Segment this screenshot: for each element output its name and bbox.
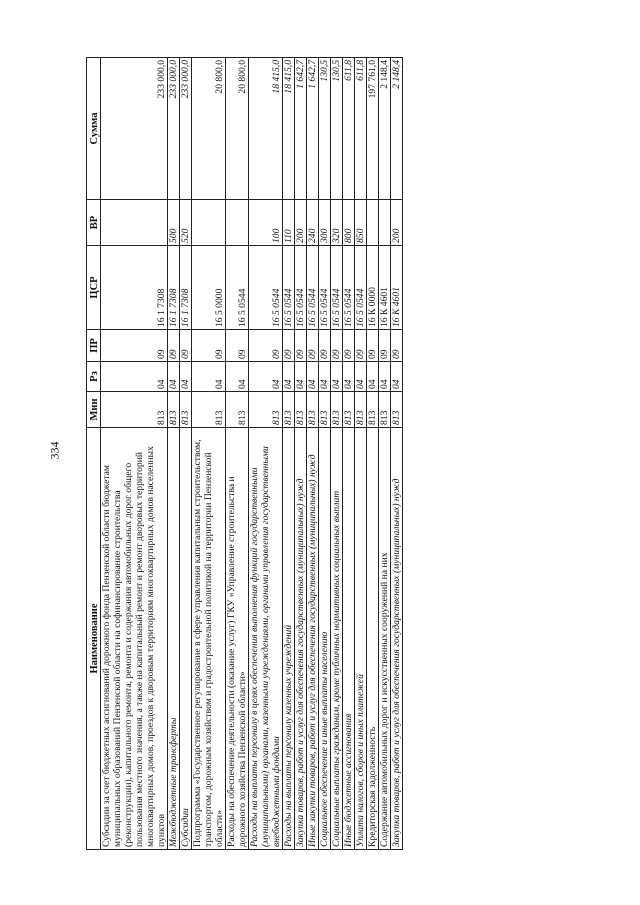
cell-min: 813 (379, 392, 391, 428)
cell-min: 813 (283, 392, 295, 428)
cell-min: 813 (331, 392, 343, 428)
cell-pr: 09 (355, 330, 367, 362)
cell-csr: 16 5 0544 (319, 246, 331, 330)
cell-rz: 04 (249, 362, 283, 392)
cell-sum: 18 415,0 (283, 58, 295, 200)
cell-min: 813 (226, 392, 249, 428)
cell-rz: 04 (168, 362, 180, 392)
table-row (355, 58, 367, 850)
cell-rz: 04 (343, 362, 355, 392)
cell-vr: 200 (295, 200, 307, 246)
header-min: Мин (87, 392, 101, 428)
cell-pr: 09 (379, 330, 391, 362)
cell-vr: 800 (343, 200, 355, 246)
table-row (319, 58, 331, 850)
cell-csr: 16 5 0544 (226, 246, 249, 330)
cell-name: Закупка товаров, работ и услуг для обеспечения государственных (муниципальных) нужд (295, 428, 307, 850)
cell-name: Иные закупки товаров, работ и услуг для обеспечения государственных (муниципальных) нужд (307, 428, 319, 850)
cell-pr: 09 (319, 330, 331, 362)
cell-csr: 16 5 0544 (295, 246, 307, 330)
cell-name: Расходы на выплаты персоналу в целях обеспечения выполнения функций государственными (муниципальными) органами, казенными учреждениями, органами управления государственными внебюджетными фондами (249, 428, 283, 850)
cell-sum: 2 148,4 (391, 58, 403, 200)
cell-pr: 09 (180, 330, 192, 362)
cell-csr: 16 5 0544 (355, 246, 367, 330)
cell-rz: 04 (355, 362, 367, 392)
cell-pr: 09 (101, 330, 168, 362)
cell-pr: 09 (249, 330, 283, 362)
table-row (391, 58, 403, 850)
table-row (192, 58, 226, 850)
table-row (168, 58, 180, 850)
cell-name: Социальные выплаты гражданам, кроме публичных нормативных социальных выплат (331, 428, 343, 850)
cell-pr: 09 (226, 330, 249, 362)
cell-pr: 09 (192, 330, 226, 362)
cell-sum: 611,8 (355, 58, 367, 200)
cell-vr: 320 (331, 200, 343, 246)
header-name: Наименование (87, 428, 101, 850)
cell-sum: 233 000,0 (180, 58, 192, 200)
rotated-table-container (86, 58, 601, 850)
cell-sum: 1 642,7 (295, 58, 307, 200)
cell-name: Подпрограмма «Государственное регулирование в сфере управления капитальным строительством, транспортом, дорожным хозяйством и градостроительной политикой на территории Пензенской области» (192, 428, 226, 850)
cell-sum: 233 000,0 (168, 58, 180, 200)
cell-csr: 16 5 0544 (331, 246, 343, 330)
cell-vr: 110 (283, 200, 295, 246)
cell-name: Кредиторская задолженность (367, 428, 379, 850)
cell-vr (379, 200, 391, 246)
cell-min: 813 (192, 392, 226, 428)
cell-sum: 2 148,4 (379, 58, 391, 200)
cell-name: Субсидии за счет бюджетных ассигнований дорожного фонда Пензенской области бюджетам муниципальных образований Пензенской области на софинансирование строительства (реконструкции), капитального ремонта, ремонта и содержания автомобильных дорог общего пользования местного значения, а также на капитальный ремонт и ремонт дворовых территорий многоквартирных домов, проездов к дворовым территориям многоквартирных домов населенных пунктов (101, 428, 168, 850)
cell-vr (367, 200, 379, 246)
page-number: 334 (47, 441, 62, 460)
cell-name: Расходы на обеспечение деятельности (оказание услуг) ГКУ «Управление строительства и дорожного хозяйства Пензенской области» (226, 428, 249, 850)
cell-vr (101, 200, 168, 246)
cell-vr: 100 (249, 200, 283, 246)
cell-rz: 04 (192, 362, 226, 392)
cell-sum: 130,5 (319, 58, 331, 200)
cell-csr: 16 5 0000 (192, 246, 226, 330)
cell-rz: 04 (226, 362, 249, 392)
cell-rz: 04 (367, 362, 379, 392)
cell-rz: 04 (379, 362, 391, 392)
cell-pr: 09 (295, 330, 307, 362)
cell-min: 813 (391, 392, 403, 428)
cell-name: Социальное обеспечение и иные выплаты населению (319, 428, 331, 850)
table-row (249, 58, 283, 850)
table-row (331, 58, 343, 850)
cell-sum: 20 800,0 (226, 58, 249, 200)
cell-rz: 04 (319, 362, 331, 392)
table-row (226, 58, 249, 850)
table-row (367, 58, 379, 850)
cell-min: 813 (343, 392, 355, 428)
cell-vr: 300 (319, 200, 331, 246)
table-row (379, 58, 391, 850)
cell-rz: 04 (307, 362, 319, 392)
cell-pr: 09 (367, 330, 379, 362)
table-row (307, 58, 319, 850)
cell-pr: 09 (168, 330, 180, 362)
cell-name: Закупка товаров, работ и услуг для обеспечения государственных (муниципальных) нужд (391, 428, 403, 850)
cell-pr: 09 (343, 330, 355, 362)
cell-pr: 09 (391, 330, 403, 362)
cell-vr: 850 (355, 200, 367, 246)
cell-sum: 20 800,0 (192, 58, 226, 200)
cell-min: 813 (367, 392, 379, 428)
cell-min: 813 (355, 392, 367, 428)
cell-min: 813 (249, 392, 283, 428)
table-body (101, 58, 403, 850)
cell-csr: 16 К 4601 (391, 246, 403, 330)
cell-name: Иные бюджетные ассигнования (343, 428, 355, 850)
cell-min: 813 (295, 392, 307, 428)
header-csr: ЦСР (87, 246, 101, 330)
cell-csr: 16 1 7308 (101, 246, 168, 330)
cell-vr: 500 (168, 200, 180, 246)
cell-csr: 16 К 0000 (367, 246, 379, 330)
cell-name: Межбюджетные трансферты (168, 428, 180, 850)
table-header-row (87, 58, 101, 850)
cell-sum: 1 642,7 (307, 58, 319, 200)
cell-sum: 18 415,0 (249, 58, 283, 200)
cell-csr: 16 5 0544 (307, 246, 319, 330)
cell-min: 813 (307, 392, 319, 428)
header-rz: Рз (87, 362, 101, 392)
table-row (101, 58, 168, 850)
cell-vr (192, 200, 226, 246)
cell-csr: 16 5 0544 (249, 246, 283, 330)
cell-name: Содержание автомобильных дорог и искусственных сооружений на них (379, 428, 391, 850)
cell-rz: 04 (391, 362, 403, 392)
cell-min: 813 (101, 392, 168, 428)
cell-csr: 16 1 7308 (168, 246, 180, 330)
cell-rz: 04 (283, 362, 295, 392)
header-pr: ПР (87, 330, 101, 362)
cell-vr: 240 (307, 200, 319, 246)
cell-sum: 233 000,0 (101, 58, 168, 200)
cell-name: Уплата налогов, сборов и иных платежей (355, 428, 367, 850)
header-vr: ВР (87, 200, 101, 246)
header-sum: Сумма (87, 58, 101, 200)
cell-csr: 16 5 0544 (343, 246, 355, 330)
table-row (180, 58, 192, 850)
cell-pr: 09 (307, 330, 319, 362)
cell-rz: 04 (101, 362, 168, 392)
cell-min: 813 (319, 392, 331, 428)
table-row (283, 58, 295, 850)
cell-vr: 200 (391, 200, 403, 246)
table-row (343, 58, 355, 850)
cell-csr: 16 5 0544 (283, 246, 295, 330)
cell-min: 813 (168, 392, 180, 428)
cell-vr: 520 (180, 200, 192, 246)
cell-sum: 197 761,0 (367, 58, 379, 200)
cell-pr: 09 (283, 330, 295, 362)
cell-sum: 130,5 (331, 58, 343, 200)
cell-min: 813 (180, 392, 192, 428)
budget-table (86, 57, 403, 850)
cell-csr: 16 1 7308 (180, 246, 192, 330)
cell-pr: 09 (331, 330, 343, 362)
cell-rz: 04 (180, 362, 192, 392)
cell-rz: 04 (295, 362, 307, 392)
table-row (295, 58, 307, 850)
cell-vr (226, 200, 249, 246)
cell-csr: 16 К 4601 (379, 246, 391, 330)
cell-sum: 611,8 (343, 58, 355, 200)
cell-name: Субсидии (180, 428, 192, 850)
cell-name: Расходы на выплаты персоналу казенных учреждений (283, 428, 295, 850)
cell-rz: 04 (331, 362, 343, 392)
